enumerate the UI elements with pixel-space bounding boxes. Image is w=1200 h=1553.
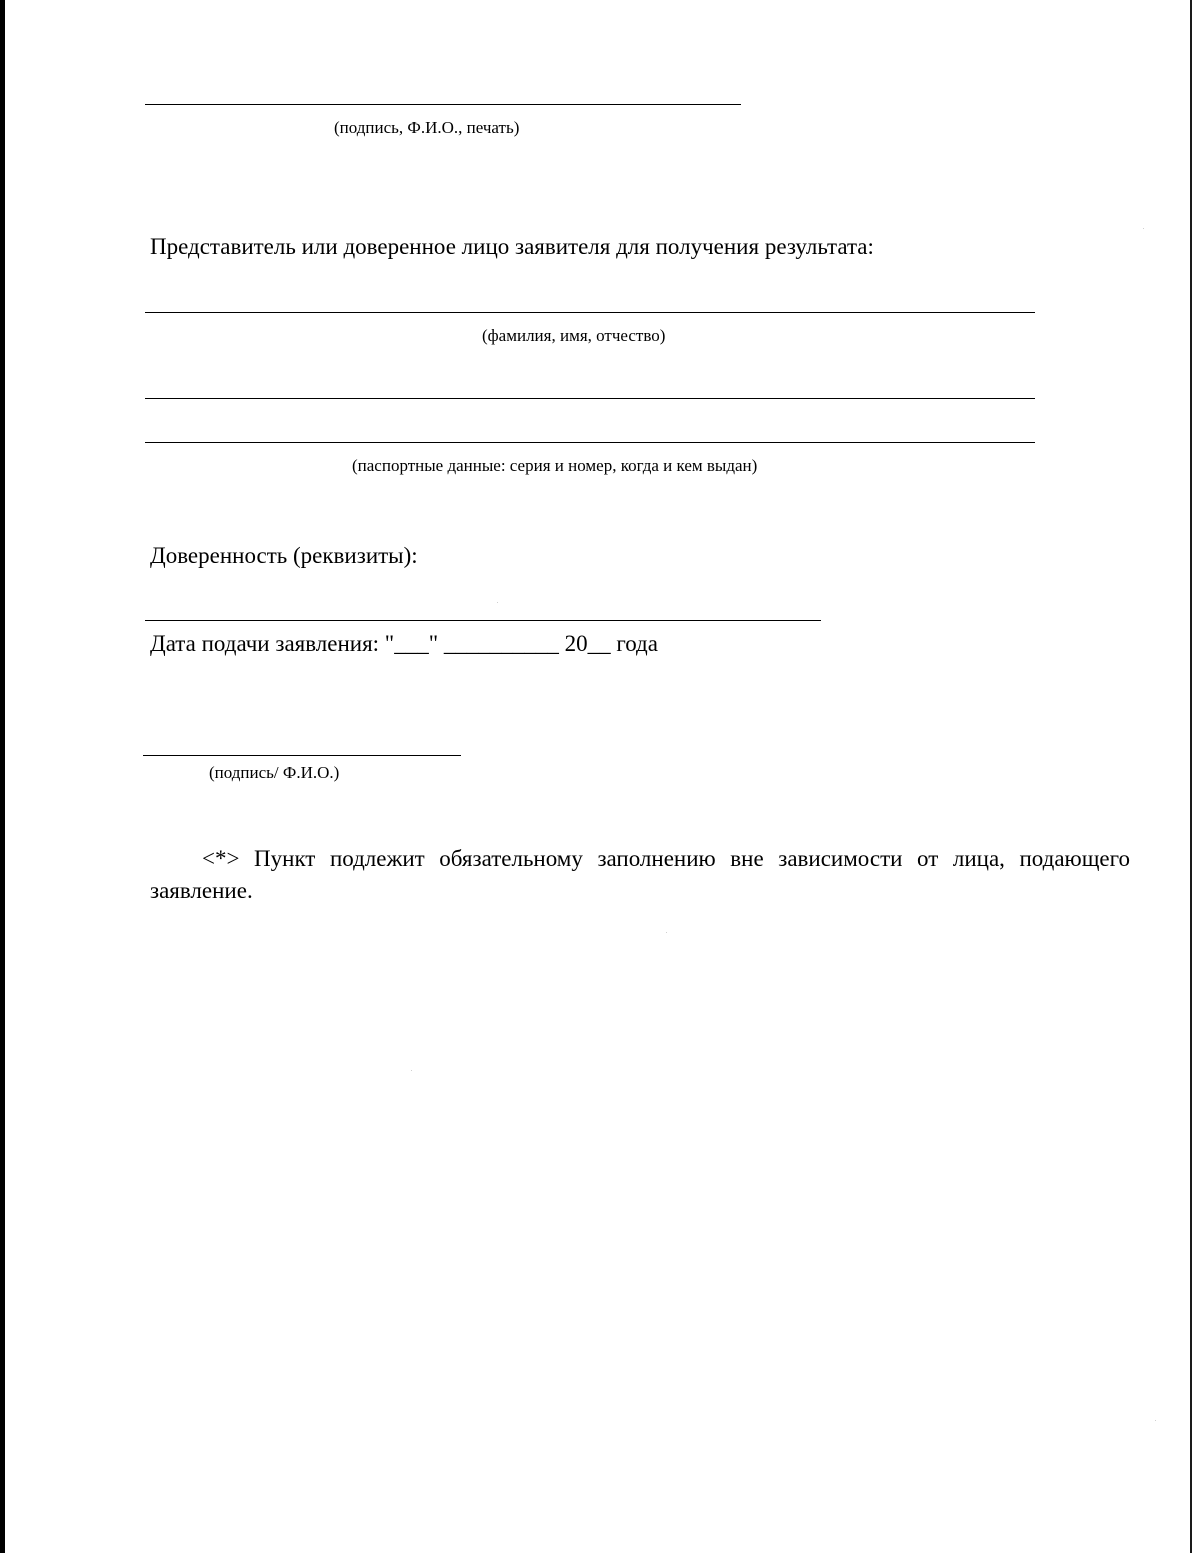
- scan-speck: [497, 602, 498, 603]
- power-of-attorney-label: Доверенность (реквизиты):: [150, 543, 418, 568]
- scan-speck: [411, 1070, 412, 1071]
- scan-speck: [1143, 228, 1144, 229]
- full-name-caption: (фамилия, имя, отчество): [482, 326, 666, 345]
- scan-speck: [666, 932, 667, 933]
- scan-edge-left: [0, 0, 5, 1553]
- passport-line-2: [145, 442, 1035, 443]
- scan-edge-right: [1190, 0, 1192, 1553]
- footnote-text: <*> Пункт подлежит обязательному заполнению вне зависимости от лица, подающего заявление.: [150, 846, 1130, 903]
- applicant-signature-line: [143, 755, 461, 756]
- applicant-signature-caption: (подпись/ Ф.И.О.): [209, 763, 340, 782]
- passport-line-1: [145, 398, 1035, 399]
- passport-caption: (паспортные данные: серия и номер, когда и кем выдан): [352, 456, 758, 475]
- signature-seal-caption: (подпись, Ф.И.О., печать): [334, 118, 520, 137]
- power-of-attorney-line: [145, 620, 821, 621]
- representative-heading: Представитель или доверенное лицо заявителя для получения результата:: [150, 234, 874, 259]
- full-name-line: [145, 312, 1035, 313]
- signature-seal-line: [145, 104, 741, 105]
- submission-date-line: Дата подачи заявления: "___" __________ 20__ года: [150, 631, 658, 656]
- footnote: [150, 843, 1130, 907]
- scan-speck: [1155, 1420, 1156, 1421]
